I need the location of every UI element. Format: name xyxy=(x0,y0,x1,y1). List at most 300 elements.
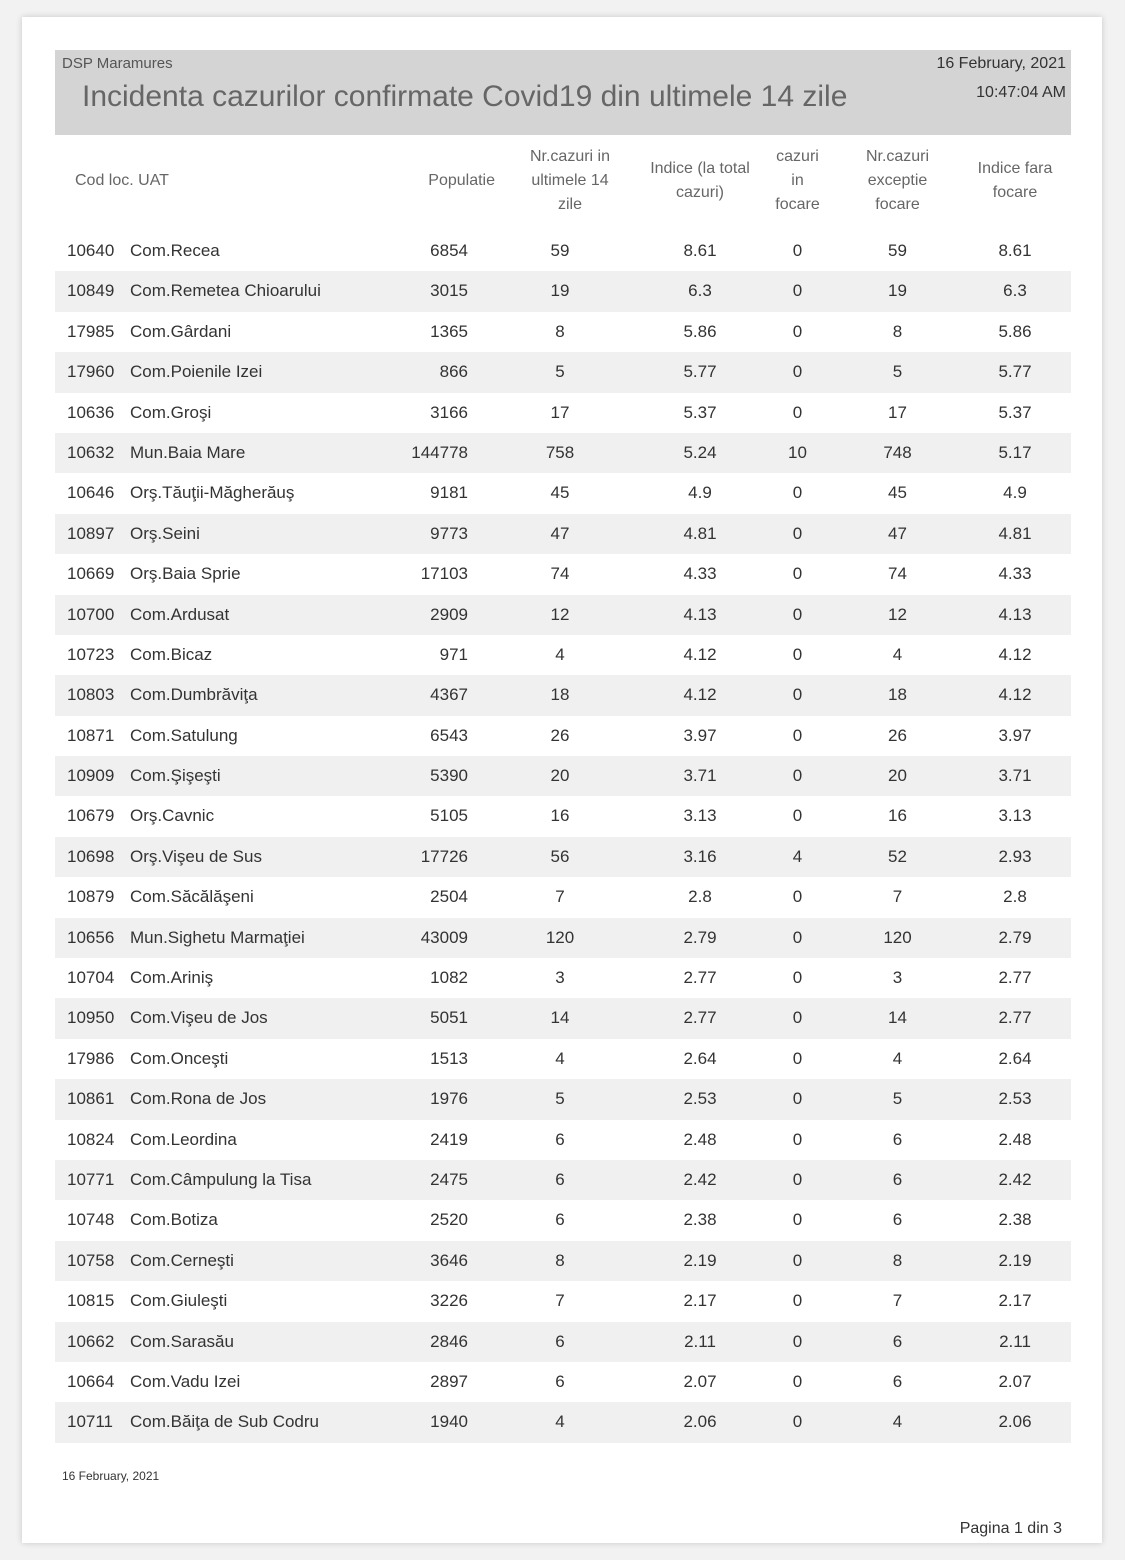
cell-indice-fara-focare: 2.19 xyxy=(998,1250,1032,1270)
table-row xyxy=(55,312,1071,352)
cell-indice: 2.42 xyxy=(683,1169,717,1189)
cell-indice-fara-focare: 3.97 xyxy=(998,725,1032,745)
cell-code: 10879 xyxy=(67,887,115,907)
cell-code: 10950 xyxy=(67,1008,115,1028)
cell-uat: Orş.Cavnic xyxy=(130,806,215,826)
table-row xyxy=(55,393,1071,433)
cell-nr-cazuri: 120 xyxy=(545,927,575,947)
cell-indice-fara-focare: 5.86 xyxy=(998,321,1032,341)
cell-indice: 3.13 xyxy=(683,806,717,826)
cell-uat: Orş.Baia Sprie xyxy=(130,564,241,584)
cell-indice: 2.53 xyxy=(683,1089,717,1109)
cell-cazuri-focare: 0 xyxy=(792,1291,803,1311)
cell-cazuri-exceptie: 47 xyxy=(888,523,907,543)
cell-populatie: 1365 xyxy=(430,321,468,341)
cell-cazuri-exceptie: 7 xyxy=(892,887,903,907)
cell-nr-cazuri: 47 xyxy=(550,523,570,543)
cell-cazuri-exceptie: 5 xyxy=(892,362,903,382)
cell-cazuri-exceptie: 6 xyxy=(892,1371,903,1391)
cell-code: 10704 xyxy=(67,968,115,988)
cell-populatie: 2475 xyxy=(430,1169,468,1189)
header-line: focare xyxy=(875,196,920,213)
table-row xyxy=(55,837,1071,877)
cell-populatie: 866 xyxy=(439,362,468,382)
cell-code: 10700 xyxy=(67,604,115,624)
column-header-indice xyxy=(635,157,765,205)
cell-indice-fara-focare: 3.71 xyxy=(998,766,1032,786)
table-row xyxy=(55,918,1071,958)
cell-nr-cazuri: 14 xyxy=(550,1008,570,1028)
cell-uat: Com.Bicaz xyxy=(130,644,213,664)
header-line: cazuri xyxy=(776,148,819,165)
header-line: exceptie xyxy=(867,172,928,189)
cell-nr-cazuri: 5 xyxy=(555,362,565,382)
cell-cazuri-focare: 0 xyxy=(792,483,803,503)
cell-uat: Com.Satulung xyxy=(130,725,238,745)
cell-nr-cazuri: 20 xyxy=(550,766,570,786)
cell-indice: 2.79 xyxy=(683,927,717,947)
cell-indice: 8.61 xyxy=(683,241,717,260)
cell-populatie: 1513 xyxy=(430,1048,468,1068)
cell-uat: Com.Cerneşti xyxy=(130,1250,234,1270)
cell-populatie: 2897 xyxy=(430,1371,468,1391)
cell-cazuri-focare: 0 xyxy=(792,725,803,745)
table-row xyxy=(55,1079,1071,1119)
cell-populatie: 3226 xyxy=(430,1291,468,1311)
table-row xyxy=(55,231,1071,271)
cell-uat: Com.Onceşti xyxy=(130,1048,229,1068)
cell-code: 10815 xyxy=(67,1291,115,1311)
cell-nr-cazuri: 4 xyxy=(555,1412,565,1432)
cell-cazuri-focare: 0 xyxy=(792,887,803,907)
cell-populatie: 1940 xyxy=(430,1412,468,1432)
cell-populatie: 4367 xyxy=(430,685,468,705)
cell-indice-fara-focare: 2.8 xyxy=(1003,887,1027,907)
cell-populatie: 6543 xyxy=(430,725,468,745)
cell-uat: Com.Săcălăşeni xyxy=(130,887,254,907)
cell-indice-fara-focare: 4.81 xyxy=(998,523,1032,543)
cell-populatie: 2520 xyxy=(430,1210,468,1230)
cell-indice: 2.17 xyxy=(683,1291,717,1311)
cell-cazuri-focare: 0 xyxy=(792,968,803,988)
table-row xyxy=(55,1362,1071,1402)
cell-indice-fara-focare: 2.48 xyxy=(998,1129,1032,1149)
cell-nr-cazuri: 4 xyxy=(555,644,565,664)
cell-cazuri-exceptie: 6 xyxy=(892,1210,903,1230)
cell-cazuri-exceptie: 52 xyxy=(888,846,907,866)
table-header xyxy=(55,141,1071,217)
table-row xyxy=(55,796,1071,836)
header-line: zile xyxy=(557,196,582,213)
cell-code: 10909 xyxy=(67,766,115,786)
cell-nr-cazuri: 758 xyxy=(545,442,575,462)
cell-uat: Com.Remetea Chioarului xyxy=(130,281,321,301)
cell-populatie: 3015 xyxy=(430,281,468,301)
table-row xyxy=(55,756,1071,796)
table-row xyxy=(55,1160,1071,1200)
cell-populatie: 971 xyxy=(439,644,468,664)
table-row xyxy=(55,1402,1071,1442)
cell-code: 10662 xyxy=(67,1331,115,1351)
cell-indice-fara-focare: 2.42 xyxy=(998,1169,1032,1189)
report-date: 16 February, 2021 xyxy=(936,55,1066,72)
header-line: Indice (la total xyxy=(650,160,750,177)
cell-code: 10723 xyxy=(67,644,115,664)
table-row xyxy=(55,473,1071,513)
footer-date: 16 February, 2021 xyxy=(62,1469,160,1483)
cell-indice: 2.77 xyxy=(683,968,717,988)
cell-indice: 5.24 xyxy=(683,442,717,462)
cell-cazuri-exceptie: 17 xyxy=(888,402,907,422)
cell-uat: Orş.Vişeu de Sus xyxy=(130,846,262,866)
cell-cazuri-exceptie: 18 xyxy=(888,685,907,705)
cell-uat: Com.Leordina xyxy=(130,1129,237,1149)
cell-code: 10664 xyxy=(67,1371,115,1391)
cell-indice: 3.71 xyxy=(683,766,717,786)
cell-cazuri-exceptie: 8 xyxy=(892,321,903,341)
cell-cazuri-focare: 0 xyxy=(792,1412,803,1432)
cell-code: 17985 xyxy=(67,321,115,341)
cell-indice: 2.11 xyxy=(684,1331,716,1351)
cell-uat: Mun.Baia Mare xyxy=(130,442,246,462)
cell-indice-fara-focare: 4.12 xyxy=(998,644,1032,664)
cell-code: 10849 xyxy=(67,281,115,301)
cell-indice: 3.97 xyxy=(683,725,717,745)
table-row xyxy=(55,352,1071,392)
column-header-nr-cazuri xyxy=(510,145,630,217)
cell-populatie: 1976 xyxy=(430,1089,468,1109)
table-row xyxy=(55,271,1071,311)
cell-indice: 5.86 xyxy=(683,321,717,341)
cell-cazuri-exceptie: 20 xyxy=(888,766,907,786)
cell-cazuri-exceptie: 14 xyxy=(888,1008,907,1028)
cell-nr-cazuri: 4 xyxy=(555,1048,565,1068)
cell-indice-fara-focare: 2.77 xyxy=(998,968,1032,988)
cell-populatie: 43009 xyxy=(420,927,468,947)
cell-uat: Com.Vişeu de Jos xyxy=(130,1008,268,1028)
header-line: focare xyxy=(992,184,1038,201)
cell-nr-cazuri: 17 xyxy=(550,402,570,422)
cell-nr-cazuri: 8 xyxy=(555,1250,565,1270)
cell-code: 10861 xyxy=(67,1089,115,1109)
table-row xyxy=(55,877,1071,917)
cell-cazuri-exceptie: 120 xyxy=(883,927,912,947)
cell-indice: 2.64 xyxy=(683,1048,717,1068)
header-line: in xyxy=(791,172,804,189)
cell-cazuri-focare: 0 xyxy=(792,321,803,341)
table-row xyxy=(55,716,1071,756)
cell-populatie: 5390 xyxy=(430,766,468,786)
cell-cazuri-exceptie: 12 xyxy=(888,604,907,624)
cell-nr-cazuri: 18 xyxy=(550,685,570,705)
cell-code: 10871 xyxy=(67,725,115,745)
organization-name: DSP Maramures xyxy=(62,55,173,72)
cell-cazuri-focare: 0 xyxy=(792,281,803,301)
cell-code: 10771 xyxy=(67,1169,115,1189)
cell-cazuri-focare: 0 xyxy=(792,1169,803,1189)
cell-cazuri-focare: 0 xyxy=(792,685,803,705)
cell-cazuri-focare: 0 xyxy=(792,564,803,584)
report-title: Incidenta cazurilor confirmate Covid19 din ultimele 14 zile xyxy=(82,80,848,113)
cell-uat: Orş.Tăuţii-Măgherăuş xyxy=(130,483,295,503)
cell-cazuri-focare: 0 xyxy=(792,766,803,786)
cell-uat: Com.Ardusat xyxy=(130,604,230,624)
cell-indice-fara-focare: 2.06 xyxy=(998,1412,1032,1432)
cell-nr-cazuri: 8 xyxy=(555,321,565,341)
cell-indice-fara-focare: 8.61 xyxy=(998,241,1032,260)
cell-uat: Orş.Seini xyxy=(130,523,200,543)
cell-populatie: 17103 xyxy=(420,564,468,584)
cell-uat: Com.Câmpulung la Tisa xyxy=(130,1169,312,1189)
cell-cazuri-exceptie: 748 xyxy=(883,442,912,462)
cell-cazuri-exceptie: 4 xyxy=(892,1412,903,1432)
cell-indice-fara-focare: 4.13 xyxy=(998,604,1032,624)
cell-cazuri-focare: 0 xyxy=(792,1089,803,1109)
cell-indice: 2.06 xyxy=(683,1412,717,1432)
page-number: Pagina 1 din 3 xyxy=(959,1520,1062,1537)
cell-indice: 2.8 xyxy=(688,887,712,907)
cell-code: 10824 xyxy=(67,1129,115,1149)
table-row xyxy=(55,1281,1071,1321)
cell-cazuri-focare: 0 xyxy=(792,241,803,260)
cell-nr-cazuri: 19 xyxy=(550,281,570,301)
cell-indice-fara-focare: 4.33 xyxy=(998,564,1032,584)
table-row xyxy=(55,1241,1071,1281)
cell-indice-fara-focare: 2.77 xyxy=(998,1008,1032,1028)
cell-cazuri-focare: 0 xyxy=(792,644,803,664)
cell-populatie: 2504 xyxy=(430,887,468,907)
cell-cazuri-exceptie: 6 xyxy=(892,1169,903,1189)
cell-uat: Com.Rona de Jos xyxy=(130,1089,267,1109)
cell-uat: Mun.Sighetu Marmaţiei xyxy=(130,927,305,947)
header-line: Nr.cazuri in xyxy=(529,148,611,165)
cell-populatie: 2846 xyxy=(430,1331,468,1351)
cell-code: 10758 xyxy=(67,1250,115,1270)
cell-cazuri-focare: 0 xyxy=(792,1331,803,1351)
cell-nr-cazuri: 6 xyxy=(555,1331,565,1351)
table-body xyxy=(55,231,1071,1443)
column-header-indice-fara-focare xyxy=(960,157,1070,205)
cell-populatie: 6854 xyxy=(430,241,468,260)
cell-cazuri-exceptie: 45 xyxy=(888,483,907,503)
cell-cazuri-exceptie: 6 xyxy=(892,1331,903,1351)
cell-code: 17986 xyxy=(67,1048,115,1068)
table-row xyxy=(55,1322,1071,1362)
cell-populatie: 3646 xyxy=(430,1250,468,1270)
cell-populatie: 5051 xyxy=(430,1008,468,1028)
cell-uat: Com.Giuleşti xyxy=(130,1291,228,1311)
cell-uat: Com.Şişeşti xyxy=(130,766,221,786)
header-line: Nr.cazuri xyxy=(865,148,930,165)
cell-uat: Com.Groşi xyxy=(130,402,212,422)
cell-code: 10640 xyxy=(67,241,115,260)
cell-cazuri-exceptie: 16 xyxy=(888,806,907,826)
cell-populatie: 9773 xyxy=(430,523,468,543)
header-line: ultimele 14 xyxy=(531,172,609,189)
cell-populatie: 2419 xyxy=(430,1129,468,1149)
cell-populatie: 3166 xyxy=(430,402,468,422)
cell-uat: Com.Vadu Izei xyxy=(130,1371,241,1391)
report-header xyxy=(55,50,1071,135)
cell-indice: 2.38 xyxy=(683,1210,717,1230)
cell-uat: Com.Poienile Izei xyxy=(130,362,263,382)
cell-indice-fara-focare: 5.17 xyxy=(998,442,1032,462)
table-row xyxy=(55,675,1071,715)
cell-cazuri-focare: 0 xyxy=(792,604,803,624)
cell-uat: Com.Băiţa de Sub Codru xyxy=(130,1412,319,1432)
cell-code: 10632 xyxy=(67,442,115,462)
cell-nr-cazuri: 26 xyxy=(550,725,570,745)
cell-code: 10656 xyxy=(67,927,115,947)
cell-cazuri-focare: 0 xyxy=(792,927,803,947)
report-time: 10:47:04 AM xyxy=(976,84,1066,101)
cell-cazuri-exceptie: 7 xyxy=(892,1291,903,1311)
column-header-cod: Cod loc. UAT xyxy=(75,172,169,189)
cell-indice: 4.12 xyxy=(683,644,717,664)
cell-indice-fara-focare: 2.17 xyxy=(998,1291,1032,1311)
cell-nr-cazuri: 6 xyxy=(555,1169,565,1189)
cell-indice-fara-focare: 2.07 xyxy=(998,1371,1032,1391)
cell-cazuri-exceptie: 6 xyxy=(892,1129,903,1149)
cell-code: 10636 xyxy=(67,402,115,422)
cell-indice: 4.33 xyxy=(683,564,717,584)
cell-code: 10748 xyxy=(67,1210,115,1230)
cell-cazuri-exceptie: 19 xyxy=(888,281,907,301)
cell-indice: 4.13 xyxy=(683,604,717,624)
cell-populatie: 17726 xyxy=(420,846,468,866)
cell-cazuri-exceptie: 3 xyxy=(892,968,903,988)
cell-indice-fara-focare: 5.37 xyxy=(998,402,1032,422)
cell-nr-cazuri: 16 xyxy=(550,806,570,826)
cell-cazuri-exceptie: 4 xyxy=(892,1048,903,1068)
cell-nr-cazuri: 6 xyxy=(555,1210,565,1230)
cell-uat: Com.Dumbrăviţa xyxy=(130,685,258,705)
table-row xyxy=(55,1120,1071,1160)
cell-indice: 4.81 xyxy=(683,523,717,543)
cell-nr-cazuri: 56 xyxy=(550,846,570,866)
cell-uat: Com.Recea xyxy=(130,241,220,260)
cell-nr-cazuri: 6 xyxy=(555,1371,565,1391)
cell-cazuri-focare: 0 xyxy=(792,523,803,543)
cell-cazuri-focare: 0 xyxy=(792,1129,803,1149)
cell-cazuri-focare: 0 xyxy=(792,1008,803,1028)
cell-uat: Com.Botiza xyxy=(130,1210,218,1230)
cell-code: 10679 xyxy=(67,806,115,826)
cell-code: 10803 xyxy=(67,685,115,705)
cell-indice-fara-focare: 2.79 xyxy=(998,927,1032,947)
cell-indice: 3.16 xyxy=(683,846,717,866)
cell-indice: 2.19 xyxy=(683,1250,717,1270)
cell-populatie: 144778 xyxy=(411,442,468,462)
column-header-populatie: Populatie xyxy=(428,172,495,189)
cell-indice-fara-focare: 5.77 xyxy=(998,362,1032,382)
table-row xyxy=(55,998,1071,1038)
cell-cazuri-focare: 10 xyxy=(788,442,807,462)
cell-cazuri-exceptie: 4 xyxy=(892,644,903,664)
cell-cazuri-focare: 0 xyxy=(792,362,803,382)
cell-cazuri-exceptie: 8 xyxy=(892,1250,903,1270)
cell-cazuri-focare: 0 xyxy=(792,402,803,422)
cell-code: 10669 xyxy=(67,564,115,584)
column-header-focare xyxy=(765,145,830,217)
cell-nr-cazuri: 74 xyxy=(550,564,570,584)
header-line: focare xyxy=(775,196,820,213)
cell-cazuri-focare: 0 xyxy=(792,1250,803,1270)
cell-cazuri-focare: 0 xyxy=(792,1210,803,1230)
cell-nr-cazuri: 7 xyxy=(555,887,565,907)
cell-populatie: 1082 xyxy=(430,968,468,988)
header-line: Indice fara xyxy=(977,160,1053,177)
cell-nr-cazuri: 7 xyxy=(555,1291,565,1311)
cell-indice-fara-focare: 2.38 xyxy=(998,1210,1032,1230)
cell-nr-cazuri: 45 xyxy=(550,483,570,503)
cell-nr-cazuri: 5 xyxy=(555,1089,565,1109)
table-row xyxy=(55,595,1071,635)
table-row xyxy=(55,635,1071,675)
cell-indice-fara-focare: 2.93 xyxy=(998,846,1032,866)
cell-indice-fara-focare: 2.11 xyxy=(999,1331,1031,1351)
cell-populatie: 2909 xyxy=(430,604,468,624)
cell-indice: 6.3 xyxy=(688,281,712,301)
cell-uat: Com.Ariniş xyxy=(130,968,214,988)
cell-indice: 2.07 xyxy=(683,1371,717,1391)
cell-code: 17960 xyxy=(67,362,115,382)
table-row xyxy=(55,433,1071,473)
cell-indice-fara-focare: 2.53 xyxy=(998,1089,1032,1109)
cell-cazuri-exceptie: 59 xyxy=(888,241,907,260)
cell-cazuri-focare: 0 xyxy=(792,1048,803,1068)
cell-nr-cazuri: 3 xyxy=(555,968,565,988)
cell-uat: Com.Sarasău xyxy=(130,1331,234,1351)
cell-indice: 2.48 xyxy=(683,1129,717,1149)
cell-cazuri-exceptie: 74 xyxy=(888,564,907,584)
cell-nr-cazuri: 59 xyxy=(550,241,570,260)
cell-nr-cazuri: 12 xyxy=(550,604,570,624)
column-header-exceptie xyxy=(845,145,950,217)
cell-indice: 5.77 xyxy=(683,362,717,382)
cell-code: 10711 xyxy=(67,1412,114,1432)
cell-cazuri-focare: 0 xyxy=(792,806,803,826)
cell-indice-fara-focare: 2.64 xyxy=(998,1048,1032,1068)
cell-cazuri-focare: 0 xyxy=(792,1371,803,1391)
cell-populatie: 9181 xyxy=(430,483,468,503)
cell-cazuri-exceptie: 5 xyxy=(892,1089,903,1109)
cell-code: 10698 xyxy=(67,846,115,866)
cell-uat: Com.Gârdani xyxy=(130,321,232,341)
cell-cazuri-exceptie: 26 xyxy=(888,725,907,745)
cell-code: 10646 xyxy=(67,483,115,503)
cell-indice-fara-focare: 4.12 xyxy=(998,685,1032,705)
cell-populatie: 5105 xyxy=(430,806,468,826)
cell-indice-fara-focare: 4.9 xyxy=(1003,483,1027,503)
cell-indice: 4.12 xyxy=(683,685,717,705)
table-row xyxy=(55,514,1071,554)
report-page xyxy=(22,17,1102,1543)
cell-indice-fara-focare: 6.3 xyxy=(1003,281,1027,301)
cell-indice: 4.9 xyxy=(688,483,712,503)
cell-code: 10897 xyxy=(67,523,115,543)
table-row xyxy=(55,1200,1071,1240)
cell-indice: 5.37 xyxy=(683,402,717,422)
cell-indice-fara-focare: 3.13 xyxy=(998,806,1032,826)
table-row xyxy=(55,1039,1071,1079)
header-line: cazuri) xyxy=(675,184,724,201)
table-row xyxy=(55,958,1071,998)
table-row xyxy=(55,554,1071,594)
cell-nr-cazuri: 6 xyxy=(555,1129,565,1149)
cell-indice: 2.77 xyxy=(683,1008,717,1028)
cell-cazuri-focare: 4 xyxy=(792,846,803,866)
